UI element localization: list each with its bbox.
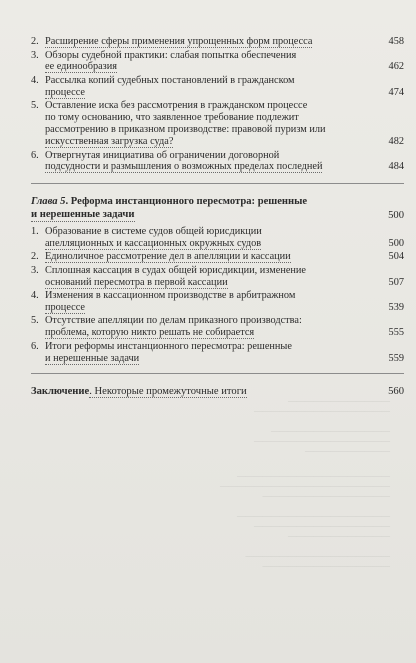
entry-number: 2. <box>31 251 39 263</box>
entry-title-line: Итоги реформы инстанционного пересмотра: решенные <box>45 340 292 352</box>
entry-title-line: и нерешенные задачи <box>45 352 140 364</box>
toc-entry <box>31 226 404 250</box>
toc-entry <box>31 50 404 74</box>
page-number: 484 <box>388 161 404 173</box>
entry-number: 2. <box>31 36 39 47</box>
entry-number: 1. <box>31 225 39 237</box>
conclusion-text: . Некоторые промежуточные итоги <box>89 385 247 397</box>
chapter-divider <box>31 373 404 374</box>
entry-number: 4. <box>31 74 39 86</box>
page-number: 560 <box>388 385 404 397</box>
entry-title-line: Образование в системе судов общей юрисдикции <box>45 225 262 237</box>
chapter-title: . Реформа инстанционного пересмотра: решенные <box>65 196 308 208</box>
entry-number: 6. <box>31 149 39 161</box>
entry-title <box>45 100 368 148</box>
toc-entry <box>31 265 404 289</box>
entry-number: 5. <box>31 315 39 327</box>
conclusion-entry <box>31 386 404 398</box>
page-number: 462 <box>388 61 404 73</box>
entry-title-line: подсудности и размышления о возможных пределах последней <box>45 161 323 173</box>
entry-number: 3. <box>31 264 39 276</box>
toc-entry <box>31 341 404 365</box>
page-number: 559 <box>388 352 404 364</box>
entry-title-line: оснований пересмотра в первой кассации <box>45 276 228 288</box>
entry-number: 4. <box>31 290 39 302</box>
bleed-through-text: —————————————————— ———————————————————— ——————————————— —————————————————— ———————————————— ———————————— ————————————————— ——————————————— <box>220 470 390 570</box>
entry-title-line: Единоличное рассмотрение дел в апелляции и кассации <box>45 251 291 263</box>
entry-title-line: апелляционных и кассационных окружных судов <box>45 237 262 249</box>
toc-entry <box>31 150 404 174</box>
entry-title <box>45 315 368 339</box>
page-number: 555 <box>388 327 404 339</box>
entry-title-line: по тому основанию, что заявленное требование подлежит <box>45 112 299 124</box>
entry-title-line: процессе <box>45 86 85 98</box>
toc-entry <box>31 75 404 99</box>
toc-section-chapter-4 <box>31 36 404 173</box>
page-number: 504 <box>388 251 404 263</box>
entry-title <box>45 36 368 48</box>
entry-title-line: ее единообразия <box>45 61 117 73</box>
entry-number: 5. <box>31 100 39 112</box>
chapter-title-line2: и нерешенные задачи <box>31 209 135 222</box>
chapter-divider <box>31 183 404 184</box>
entry-title <box>45 75 368 99</box>
entry-title-line: Сплошная кассация в судах общей юрисдикции, изменение <box>45 264 306 276</box>
page-number: 474 <box>388 86 404 98</box>
entry-title <box>45 150 368 174</box>
entry-title <box>45 226 368 250</box>
page-number: 500 <box>388 209 404 221</box>
toc-entry <box>31 315 404 339</box>
entry-title-line: искусственная загрузка суда? <box>45 136 174 148</box>
toc-entry <box>31 36 404 48</box>
toc-entry <box>31 100 404 148</box>
toc-entry <box>31 290 404 314</box>
page-number: 539 <box>388 301 404 313</box>
chapter-heading <box>31 196 404 221</box>
bleed-through-text: ———————————— ———————————————— —————————————— ———————————————— —————————— <box>254 395 390 455</box>
entry-title <box>45 50 368 74</box>
entry-title <box>45 265 368 289</box>
entry-title-line: Отсутствие апелляции по делам приказного производства: <box>45 315 302 327</box>
entry-title <box>45 251 368 263</box>
page-number: 507 <box>388 276 404 288</box>
entry-title <box>45 341 368 365</box>
page-number: 500 <box>388 237 404 249</box>
table-of-contents <box>31 36 404 398</box>
entry-title-line: Изменения в кассационном производстве в арбитражном <box>45 290 296 302</box>
entry-title-line: Оставление иска без рассмотрения в гражданском процессе <box>45 100 308 112</box>
entry-title-line: Обзоры судебной практики: слабая попытка обеспечения <box>45 49 297 61</box>
entry-title <box>45 290 368 314</box>
page-number: 482 <box>388 136 404 148</box>
toc-section-chapter-5 <box>31 226 404 365</box>
chapter-label: Глава 5 <box>31 196 66 208</box>
toc-entry <box>31 251 404 263</box>
page-number: 458 <box>388 36 404 47</box>
entry-title-line: процессе <box>45 301 85 313</box>
entry-title-line: Рассылка копий судебных постановлений в гражданском <box>45 74 295 86</box>
entry-number: 6. <box>31 340 39 352</box>
entry-title-line: проблема, которую никто решать не собирается <box>45 327 255 339</box>
entry-number: 3. <box>31 49 39 61</box>
conclusion-label: Заключение <box>31 385 90 397</box>
entry-title-line: рассмотрению в приказном производстве: правовой пуризм или <box>45 124 326 136</box>
entry-title-line: Отвергнутая инициатива об ограничении договорной <box>45 149 280 161</box>
entry-title-line: Расширение сферы применения упрощенных форм процесса <box>45 36 313 47</box>
